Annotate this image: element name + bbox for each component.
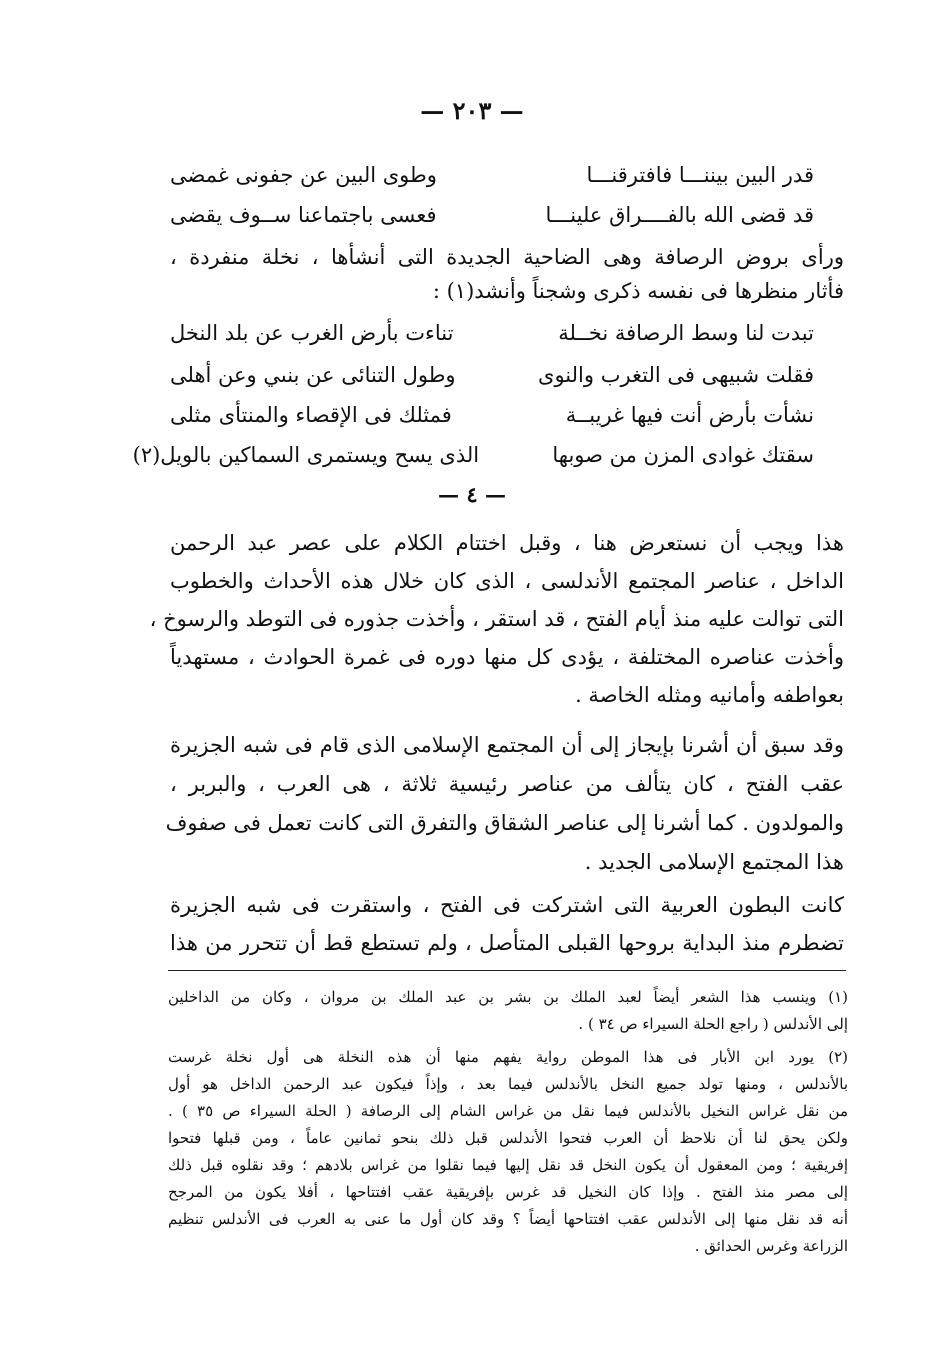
text-line: عقب الفتح ، كان يتألف من عناصر رئيسية ثلاثة ، هى العرب ، والبربر ،	[170, 772, 844, 796]
text-line: وقد سبق أن أشرنا بإيجاز إلى أن المجتمع الإسلامى الذى قام فى شبه الجزيرة	[170, 733, 844, 757]
text-line: بعواطفه وأمانيه ومثله الخاصة .	[575, 683, 844, 707]
footnote-line: بالأندلس ، ومنها تولد جميع النخل بالأندلس فيما بعد ، وإذاً فيكون عبد الرحمن الداخل هو أول	[168, 1075, 848, 1093]
verse-first-hemistich: قد قضى الله بالفــــراق علينـــا	[545, 203, 814, 227]
verse-line	[170, 360, 814, 390]
verse-second-hemistich: تناءت بأرض الغرب عن بلد النخل	[170, 321, 454, 345]
text-line: التى توالت عليه منذ أيام الفتح ، قد استقر ، وأخذت جذوره فى التوطد والرسوخ ،	[149, 607, 844, 631]
text-line: ورأى بروض الرصافة وهى الضاحية الجديدة التى أنشأها ، نخلة منفردة ،	[170, 245, 844, 269]
footnote-line: من نقل غراس النخيل بالأندلس فيما نقل من غراس الشام إلى الرصافة ( الحلة السيراء ص ٣٥ ) .	[168, 1102, 849, 1120]
section-number: — ٤ —	[438, 482, 506, 507]
verse-first-hemistich: قدر البين بيننـــا فافترقنـــا	[586, 163, 814, 187]
intro-paragraph	[170, 240, 844, 308]
body-paragraph	[149, 524, 844, 714]
text-line: كانت البطون العربية التى اشتركت فى الفتح ، واستقرت فى شبه الجزيرة	[170, 893, 844, 917]
verse-first-hemistich: سقتك غوادى المزن من صوبها	[552, 443, 814, 467]
verse-first-hemistich: فقلت شبيهى فى التغرب والنوى	[538, 363, 814, 387]
text-line: هذا ويجب أن نستعرض هنا ، وقبل اختتام الكلام على عصر عبد الرحمن	[170, 531, 844, 555]
footnote-line: إفريقية ؛ ومن المعقول أن يكون النخل قد نقل إليها فيما نقلوا من غراس بلادهم ؛ وقد نقلوه قبل ذلك	[168, 1156, 848, 1174]
footnote-line: (١) وينسب هذا الشعر أيضاً لعبد الملك بن بشر بن عبد الملك بن مروان ، وكان من الداخلين	[168, 988, 848, 1006]
body-paragraph	[170, 886, 844, 962]
footnote-line: إلى الأندلس ( راجع الحلة السيراء ص ٣٤ ) .	[578, 1015, 848, 1033]
footnote-line: (٢) يورد ابن الأبار فى هذا الموطن رواية يفهم منها أن هذه النخلة هى أول نخلة غرست	[168, 1048, 848, 1066]
verse-second-hemistich: الذى يسح ويستمرى السماكين بالويل(٢)	[132, 443, 480, 467]
verse-line	[170, 200, 814, 230]
text-line: الداخل ، عناصر المجتمع الأندلسى ، الذى كان خلال هذه الأحداث والخطوب	[170, 569, 844, 593]
verse-line	[132, 440, 814, 470]
verse-second-hemistich: فعسى باجتماعنا ســوف يقضى	[170, 203, 437, 227]
verse-line	[170, 160, 814, 190]
footnote-line: الزراعة وغرس الحدائق .	[694, 1237, 848, 1255]
page-number: — ٢٠٣ —	[420, 96, 524, 125]
text-line: هذا المجتمع الإسلامى الجديد .	[584, 850, 844, 874]
footnote-2	[168, 1044, 848, 1260]
footnote-1	[168, 984, 848, 1038]
text-line: تضطرم منذ البداية بروحها القبلى المتأصل ، ولم تستطع قط أن تتحرر من هذا	[170, 931, 844, 955]
verse-second-hemistich: فمثلك فى الإقصاء والمنتأى مثلى	[170, 403, 452, 427]
verse-line	[170, 400, 814, 430]
verse-first-hemistich: نشأت بأرض أنت فيها غريبــة	[565, 403, 814, 427]
verse-line	[170, 318, 814, 348]
text-line: والمولدون . كما أشرنا إلى عناصر الشقاق والتفرق التى كانت تعمل فى صفوف	[165, 811, 844, 835]
text-line: فأثار منظرها فى نفسه ذكرى وشجناً وأنشد(١) :	[432, 279, 844, 303]
verse-second-hemistich: وطوى البين عن جفونى غمضى	[170, 163, 437, 187]
footnote-line: ولكن يحق لنا أن نلاحظ أن العرب فتحوا الأندلس قبل ذلك بنحو ثمانين عاماً ، ومن قبلها فتحوا	[168, 1129, 848, 1147]
text-line: وأخذت عناصره المختلفة ، يؤدى كل منها دوره فى غمرة الحوادث ، مستهدياً	[170, 645, 844, 669]
verse-second-hemistich: وطول التنائى عن بنىي وعن أهلى	[170, 363, 456, 387]
body-paragraph	[165, 726, 844, 882]
footnote-line: أنه قد نقل منها إلى الأندلس عقب افتتاحها أيضاً ؟ وقد كان أول ما عنى به العرب فى الأندلس تنظيم	[168, 1210, 848, 1228]
footnote-line: إلى مصر منذ الفتح . وإذا كان النخيل قد غرس بإفريقية عقب افتتاحها ، أفلا يكون من المرجح	[168, 1183, 848, 1201]
verse-first-hemistich: تبدت لنا وسط الرصافة نخــلة	[558, 321, 814, 345]
footnote-divider	[168, 970, 846, 971]
